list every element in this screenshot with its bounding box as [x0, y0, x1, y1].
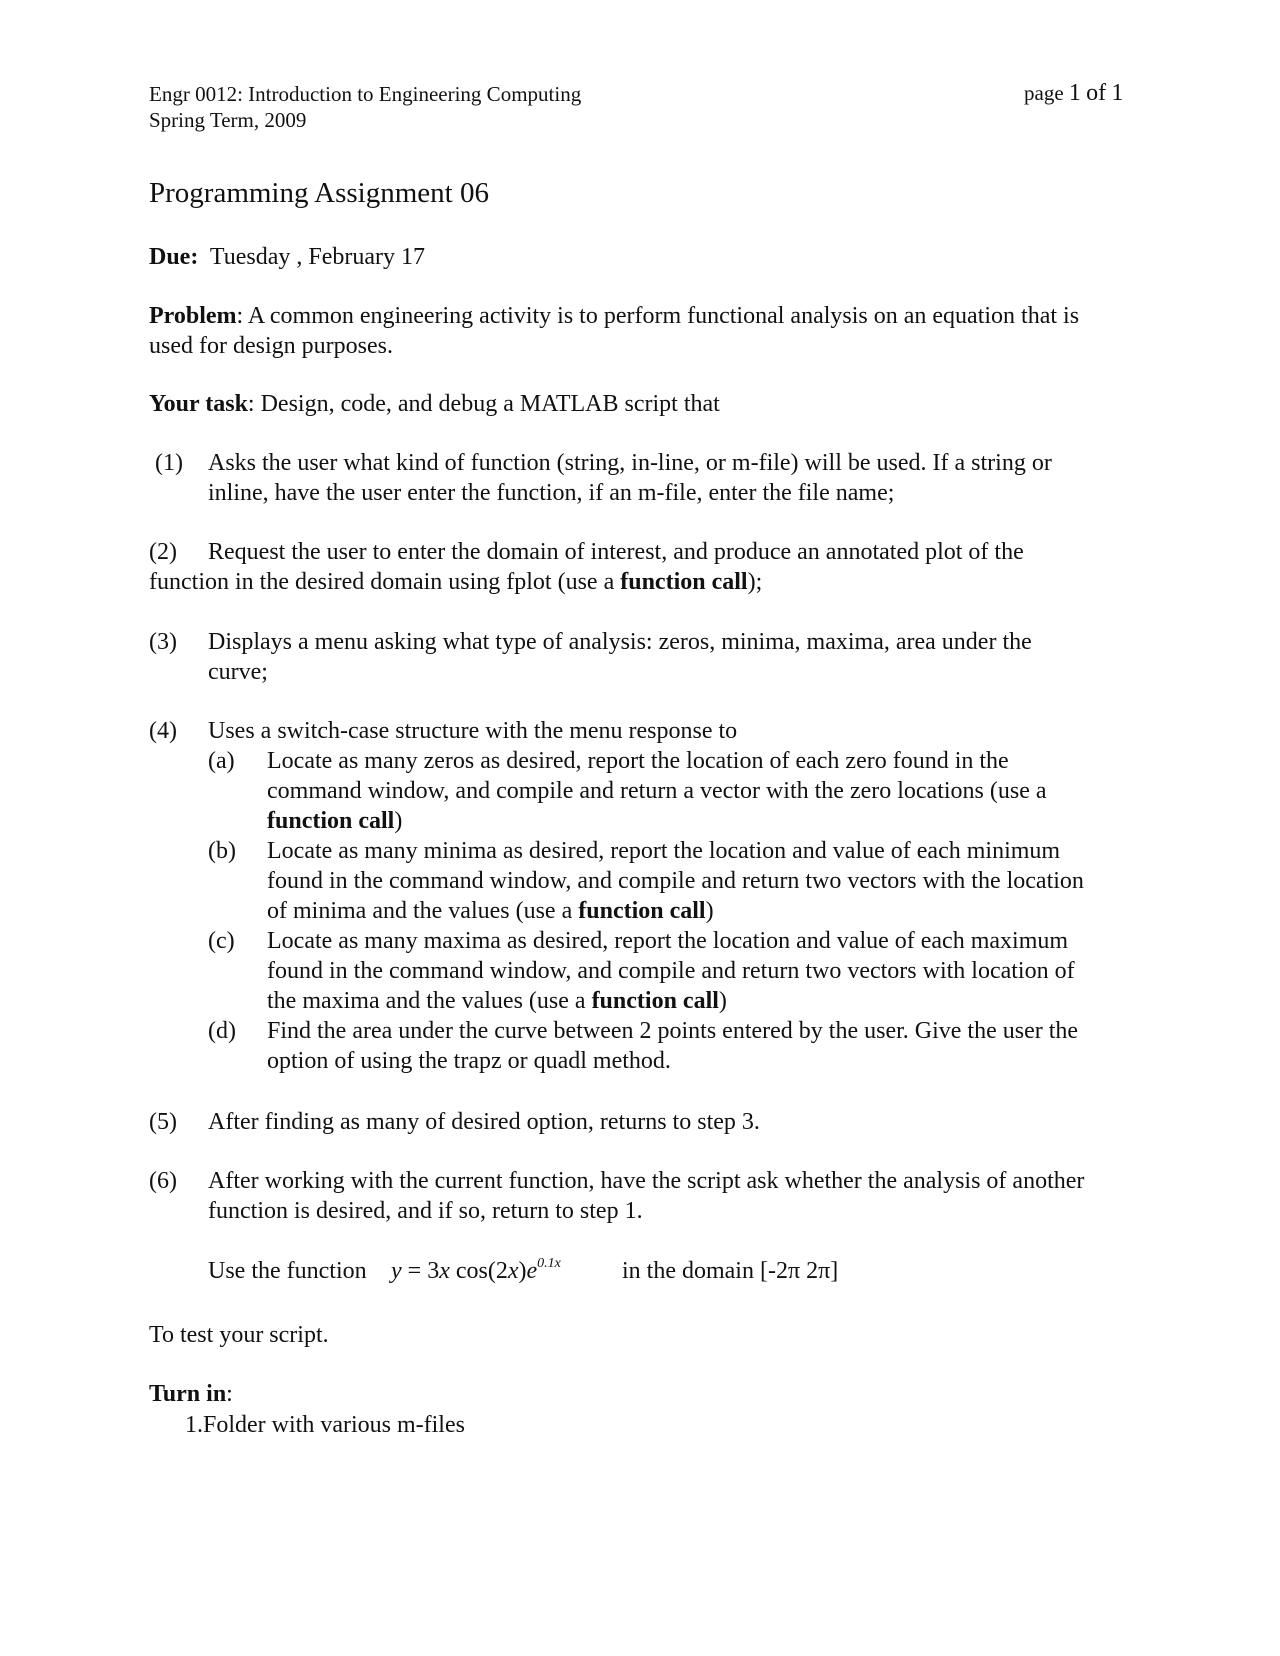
substep-text: ): [718, 988, 727, 1014]
term: Spring Term, 2009: [149, 108, 307, 132]
substep-line: command window, and compile and return a vector with the zero locations (use a: [267, 778, 1047, 804]
step-number: (3): [149, 629, 177, 655]
turn-in-item: 1.Folder with various m-files: [185, 1412, 465, 1438]
to-test-line: To test your script.: [149, 1322, 329, 1348]
step-number: (2): [149, 539, 177, 565]
substep-label: (a): [208, 748, 235, 774]
due-label: Due:: [149, 244, 199, 270]
step-line: Request the user to enter the domain of interest, and produce an annotated plot of the: [208, 539, 1024, 565]
substep-line: option of using the trapz or quadl method.: [267, 1048, 671, 1074]
step-line: curve;: [208, 659, 268, 685]
step-number: (6): [149, 1168, 177, 1194]
step-text: function in the desired domain using fplot (use a: [149, 569, 621, 595]
step-6: [0, 1166, 1280, 1228]
step-5: [0, 1107, 1280, 1139]
substep-label: (b): [208, 838, 236, 864]
substep-bold: function call: [578, 898, 706, 924]
turn-in-heading: [149, 1379, 233, 1409]
equation-exponent: 0.1x: [537, 1256, 561, 1271]
substep-bold: function call: [591, 988, 719, 1014]
substep-text: the maxima and the values (use a: [267, 988, 592, 1014]
substep-label: (c): [208, 928, 235, 954]
step-line: inline, have the user enter the function, if an m-file, enter the file name;: [208, 480, 895, 506]
step-2: [0, 537, 1280, 599]
substep-line: found in the command window, and compile and return two vectors with location of: [267, 958, 1075, 984]
substep-label: (d): [208, 1018, 236, 1044]
domain-text: in the domain [-2π 2π]: [622, 1258, 839, 1284]
page-total: 1: [1111, 80, 1124, 106]
problem-paragraph: [149, 301, 1079, 361]
step-3: [0, 627, 1280, 689]
page-current: 1: [1068, 80, 1081, 106]
task-line: [149, 389, 720, 419]
problem-line-2: used for design purposes.: [149, 333, 393, 359]
due-date: Tuesday , February 17: [209, 244, 426, 270]
task-label: Your task: [149, 391, 248, 417]
turn-in-label: Turn in: [149, 1381, 227, 1407]
substep-line: [267, 986, 727, 1016]
substep-line: Locate as many minima as desired, report the location and value of each minimum: [267, 838, 1061, 864]
use-function-line: [208, 1256, 1108, 1290]
equation-var: x: [439, 1258, 450, 1284]
course-name: Engr 0012: Introduction to Engineering Computing: [149, 82, 582, 106]
step-1: [0, 448, 1280, 510]
substep-line: Locate as many maxima as desired, report the location and value of each maximum: [267, 928, 1069, 954]
equation-term: = 3: [401, 1258, 440, 1284]
page-of: of: [1086, 80, 1107, 106]
substep-bold: function call: [267, 808, 395, 834]
equation-term: ): [518, 1258, 527, 1284]
substep-text: ): [705, 898, 714, 924]
step-number: (5): [149, 1109, 177, 1135]
step-line: Uses a switch-case structure with the menu response to: [208, 718, 738, 744]
equation-lhs: y: [391, 1258, 402, 1284]
substep-line: Locate as many zeros as desired, report the location of each zero found in the: [267, 748, 1009, 774]
due-line: [149, 242, 425, 272]
step-line: After finding as many of desired option, returns to step 3.: [208, 1109, 760, 1135]
page-prefix: page: [1024, 81, 1064, 105]
substep-line: Find the area under the curve between 2 points entered by the user. Give the user the: [267, 1018, 1079, 1044]
step-number: (1): [155, 450, 183, 476]
substep-text: of minima and the values (use a: [267, 898, 579, 924]
task-text: : Design, code, and debug a MATLAB script that: [247, 391, 720, 417]
problem-label: Problem: [149, 303, 237, 329]
problem-line-1: : A common engineering activity is to perform functional analysis on an equation that is: [236, 303, 1080, 329]
page-title: Programming Assignment 06: [149, 177, 489, 209]
substep-line: found in the command window, and compile and return two vectors with the location: [267, 868, 1084, 894]
equation-term: cos(2: [449, 1258, 508, 1284]
equation-var: x: [507, 1258, 519, 1284]
substep-text: ): [394, 808, 403, 834]
step-number: (4): [149, 718, 177, 744]
step-line: [149, 567, 762, 597]
equation-base: e: [526, 1258, 538, 1284]
step-4: [0, 716, 1280, 1076]
substep-line: [267, 806, 402, 836]
step-line: After working with the current function, have the script ask whether the analysis of another: [208, 1168, 1085, 1194]
page-indicator: [1024, 80, 1123, 106]
step-bold: function call: [620, 569, 748, 595]
step-text: );: [747, 569, 763, 595]
use-function-text: Use the function: [208, 1258, 367, 1284]
turn-in-colon: :: [226, 1381, 233, 1407]
step-line: Asks the user what kind of function (string, in-line, or m-file) will be used. If a string or: [208, 450, 1052, 476]
substep-line: [267, 896, 714, 926]
step-line: function is desired, and if so, return to step 1.: [208, 1198, 643, 1224]
equation: [391, 1256, 561, 1290]
step-line: Displays a menu asking what type of analysis: zeros, minima, maxima, area under the: [208, 629, 1032, 655]
